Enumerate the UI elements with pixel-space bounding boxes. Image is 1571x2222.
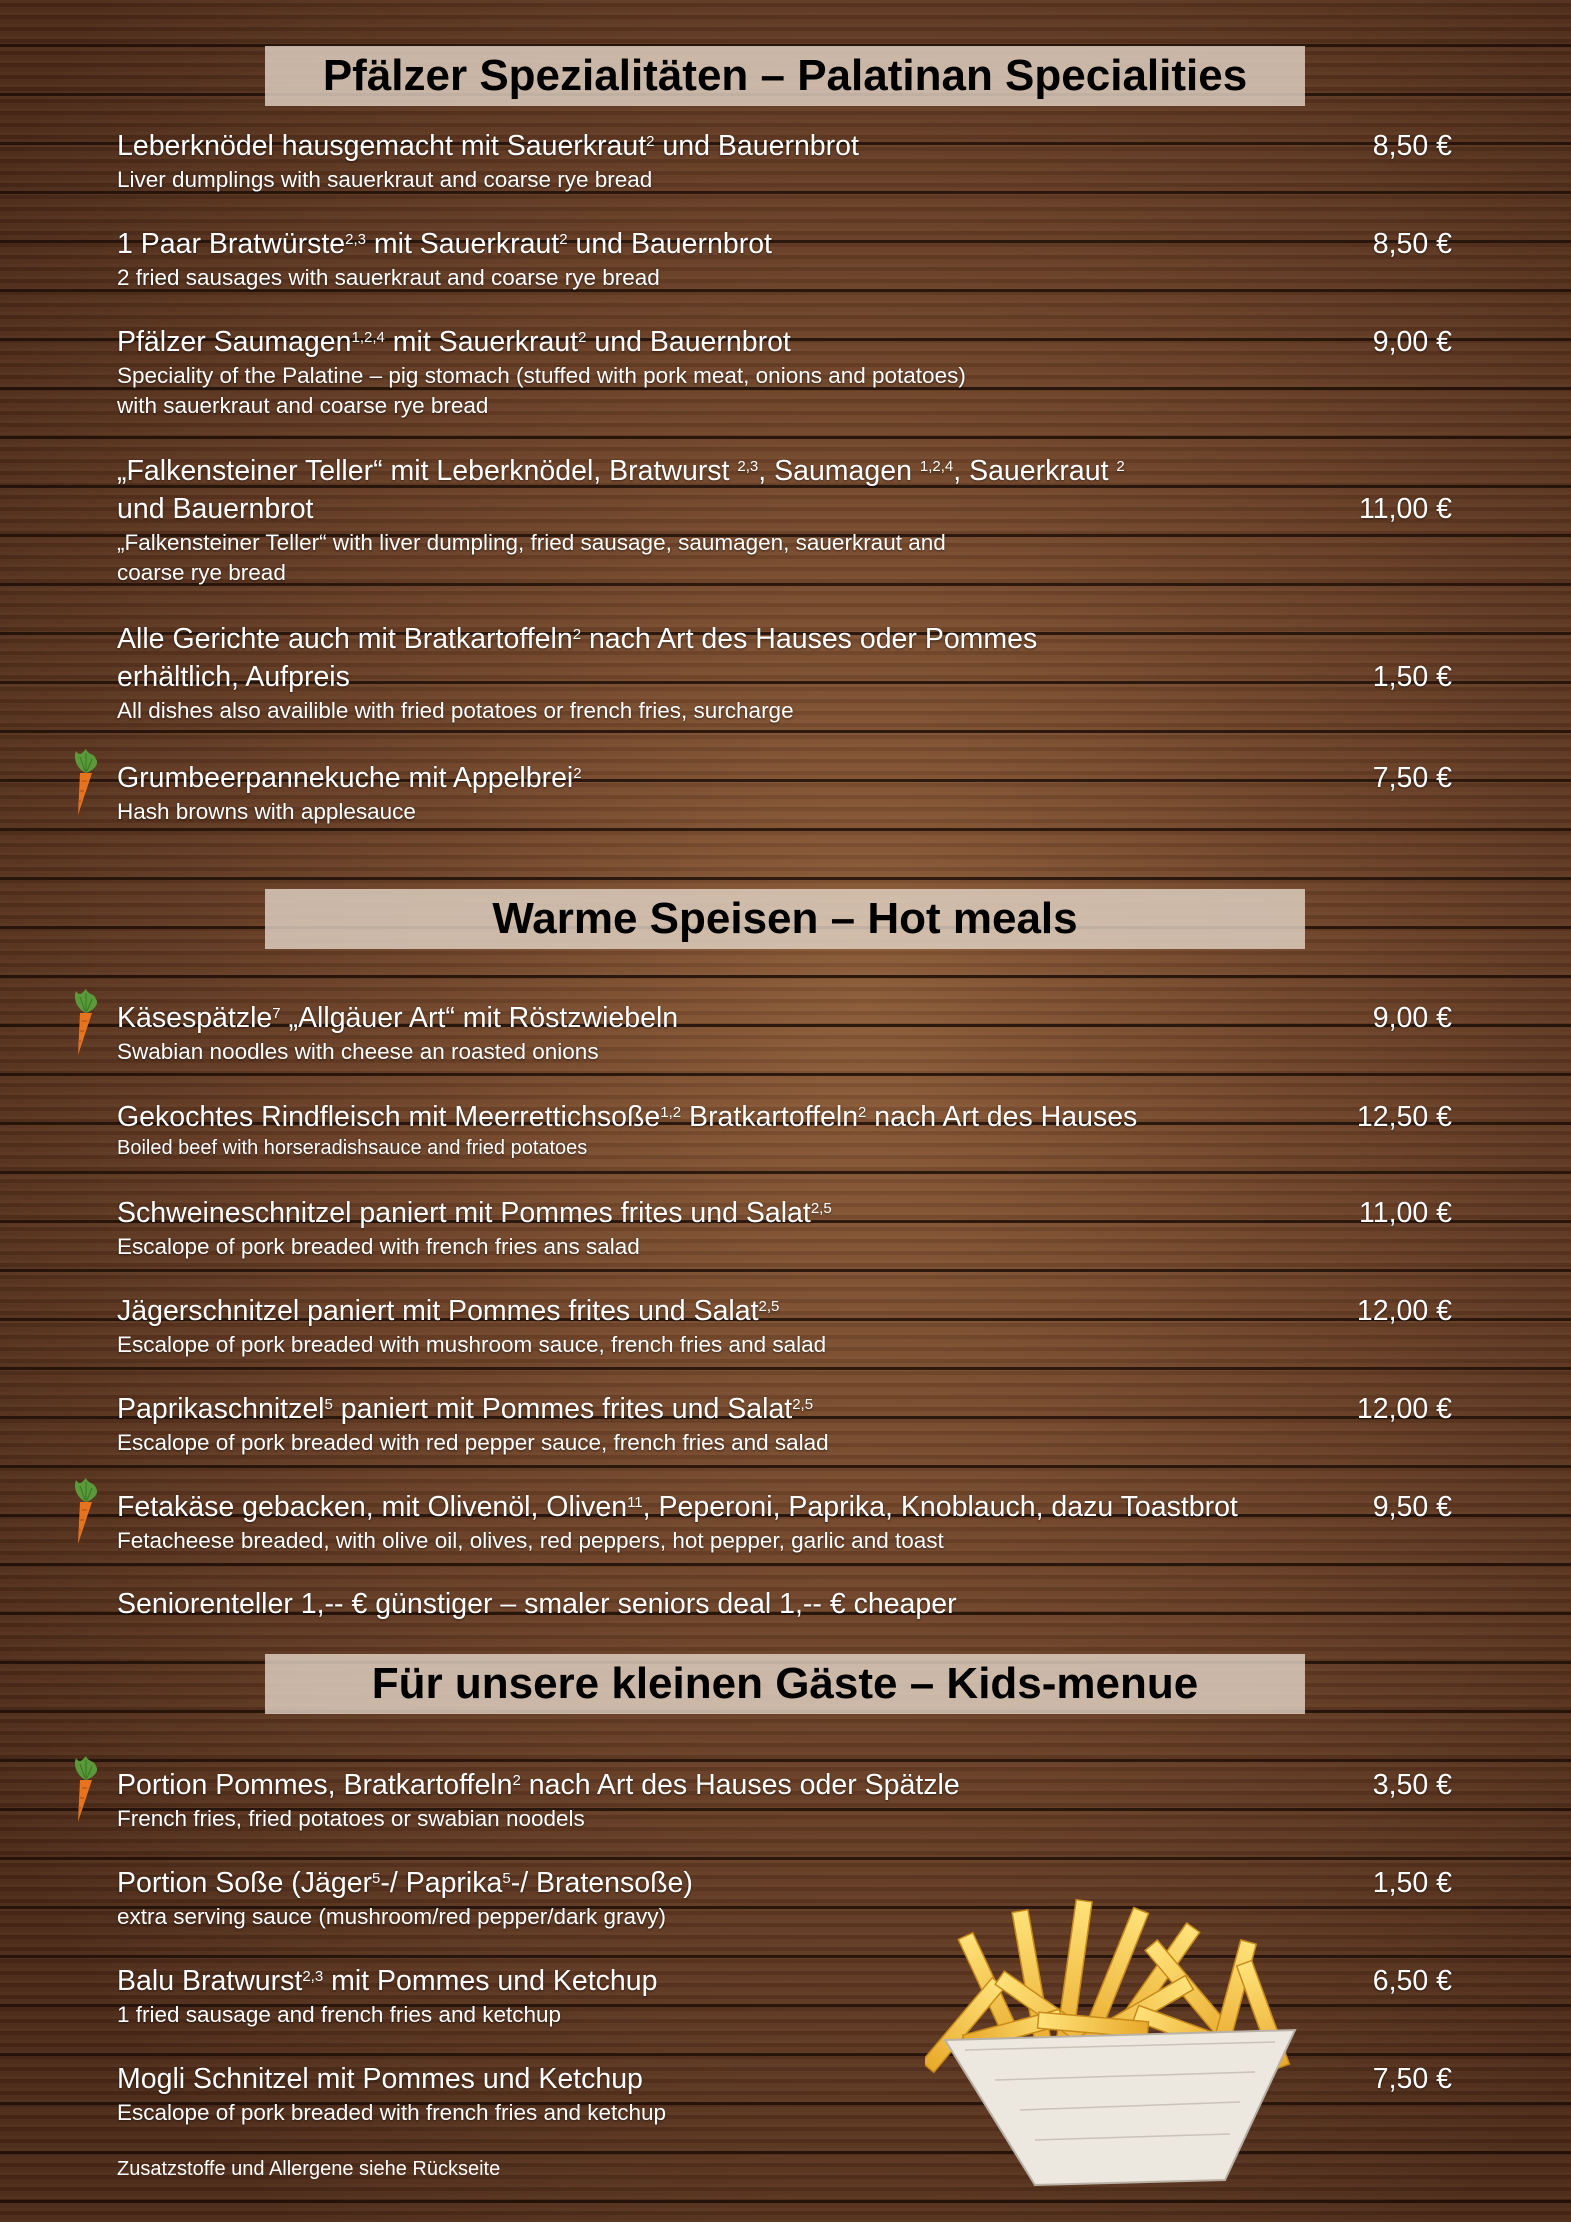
menu-item [117,620,1452,726]
dish-name-de: Portion Pommes, Bratkartoffeln$^2$ nach Art des Hauses oder Spätzle [117,1769,960,1801]
dish-price: 7,50 € [1372,2063,1452,2095]
dish-price: 12,00 € [1356,1393,1452,1425]
dish-name-de: Mogli Schnitzel mit Pommes und Ketchup [117,2063,643,2095]
dish-name-en: Speciality of the Palatine – pig stomach (stuffed with pork meat, onions and potatoes) with sauerkraut and coarse rye bread [117,363,966,418]
menu-item [117,1488,1452,1556]
dish-price: 9,00 € [1372,326,1452,358]
menu-item [117,323,1452,421]
dish-name-en: Boiled beef with horseradishsauce and fried potatoes [117,1137,588,1159]
dish-name-de: Fetakäse gebacken, mit Olivenöl, Oliven$^{11}$, Peperoni, Paprika, Knoblauch, dazu Toastbrot [117,1491,1238,1523]
allergen-footer: Zusatzstoffe und Allergene siehe Rückseite [117,2158,501,2180]
menu-item [117,452,1452,588]
dish-price: 6,50 € [1372,1965,1452,1997]
dish-name-de: Schweineschnitzel paniert mit Pommes frites und Salat$^{2,5}$ [117,1197,832,1229]
dish-price: 8,50 € [1372,130,1452,162]
dish-name-en: Liver dumplings with sauerkraut and coarse rye bread [117,167,653,192]
dish-name-de: Grumbeerpannekuche mit Appelbrei$^2$ [117,762,582,794]
carrot-icon [66,1756,106,1824]
menu-item [117,1194,1452,1262]
dish-name-en: Swabian noodles with cheese an roasted onions [117,1039,599,1064]
section-title-hot-meals: Warme Speisen – Hot meals [265,889,1305,949]
dish-name-de: Gekochtes Rindfleisch mit Meerrettichsoße$^{1,2}$ Bratkartoffeln$^2$ nach Art des Hauses [117,1101,1138,1133]
dish-name-en: Hash browns with applesauce [117,799,416,824]
dish-name-en: French fries, fried potatoes or swabian noodels [117,1806,585,1831]
dish-name-en: extra serving sauce (mushroom/red pepper/dark gravy) [117,1904,666,1929]
dish-name-de: Leberknödel hausgemacht mit Sauerkraut$^2$ und Bauernbrot [117,130,859,162]
dish-price: 9,50 € [1372,1491,1452,1523]
dish-name-de: Käsespätzle$^7$ „Allgäuer Art“ mit Röstzwiebeln [117,1002,679,1034]
carrot-icon [66,989,106,1057]
dish-name-en: Escalope of pork breaded with mushroom sauce, french fries and salad [117,1332,827,1357]
dish-name-en: Escalope of pork breaded with french fries and ketchup [117,2100,667,2125]
dish-price: 11,00 € [1359,493,1452,525]
french-fries-image [925,1890,1310,2190]
seniors-note: Seniorenteller 1,-- € günstiger – smaler seniors deal 1,-- € cheaper [117,1588,957,1620]
dish-name-de: Pfälzer Saumagen$^{1,2,4}$ mit Sauerkraut$^2$ und Bauernbrot [117,326,791,358]
dish-name-en: All dishes also availible with fried potatoes or french fries, surcharge [117,698,794,723]
section-title-kids-menu: Für unsere kleinen Gäste – Kids-menue [265,1654,1305,1714]
dish-name-en: Escalope of pork breaded with red pepper sauce, french fries and salad [117,1430,829,1455]
section-title-palatinan: Pfälzer Spezialitäten – Palatinan Specialities [265,46,1305,106]
dish-name-en: 2 fried sausages with sauerkraut and coarse rye bread [117,265,660,290]
dish-price: 9,00 € [1372,1002,1452,1034]
dish-name-de: Portion Soße (Jäger$^5$-/ Paprika$^5$-/ Bratensoße) [117,1867,693,1899]
dish-name-en: „Falkensteiner Teller“ with liver dumpling, fried sausage, saumagen, sauerkraut and coarse rye bread [117,530,946,585]
menu-item [117,1098,1452,1160]
dish-name-de: Paprikaschnitzel$^5$ paniert mit Pommes frites und Salat$^{2,5}$ [117,1393,814,1425]
dish-name-de: 1 Paar Bratwürste$^{2,3}$ mit Sauerkraut$^2$ und Bauernbrot [117,228,772,260]
carrot-icon [66,1478,106,1546]
dish-name-en: Escalope of pork breaded with french fries ans salad [117,1234,640,1259]
dish-price: 8,50 € [1372,228,1452,260]
menu-item [117,999,1452,1067]
menu-item [117,1292,1452,1360]
dish-price: 12,50 € [1356,1101,1452,1133]
menu-item [117,225,1452,293]
dish-name-de: Balu Bratwurst$^{2,3}$ mit Pommes und Ketchup [117,1965,658,1997]
dish-name-en: 1 fried sausage and french fries and ketchup [117,2002,562,2027]
dish-price: 11,00 € [1359,1197,1452,1229]
dish-price: 3,50 € [1372,1769,1452,1801]
carrot-icon [66,749,106,817]
dish-price: 1,50 € [1372,1867,1452,1899]
menu-item [117,759,1452,827]
dish-name-de: Jägerschnitzel paniert mit Pommes frites und Salat$^{2,5}$ [117,1295,780,1327]
menu-item [117,1390,1452,1458]
dish-name-de: Alle Gerichte auch mit Bratkartoffeln$^2$ nach Art des Hauses oder Pommes erhältlich, Aufpreis [117,623,1038,693]
dish-name-en: Fetacheese breaded, with olive oil, olives, red peppers, hot pepper, garlic and toast [117,1528,944,1553]
menu-item [117,1766,1452,1834]
dish-price: 7,50 € [1372,762,1452,794]
dish-price: 1,50 € [1372,661,1452,693]
menu-item [117,127,1452,195]
dish-price: 12,00 € [1356,1295,1452,1327]
dish-name-de: „Falkensteiner Teller“ mit Leberknödel, Bratwurst $^{2,3}$, Saumagen $^{1,2,4}$, Sauerkraut $^2$ und Bauernbrot [117,455,1125,525]
